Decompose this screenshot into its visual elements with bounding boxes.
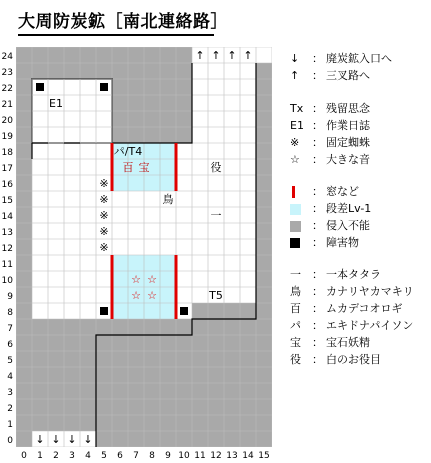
legend-separator: ： xyxy=(312,119,323,132)
y-axis-label: 23 xyxy=(1,68,13,78)
map-label: ↑ xyxy=(243,49,253,62)
legend-text: 侵入不能 xyxy=(326,219,370,232)
legend-item xyxy=(290,266,381,283)
y-axis-label: 4 xyxy=(7,372,13,382)
legend-swatch xyxy=(290,217,312,234)
map-label: E1 xyxy=(49,97,63,110)
y-axis-label: 15 xyxy=(1,196,13,206)
y-axis-label: 18 xyxy=(1,148,13,158)
map-label: 役 xyxy=(210,161,222,174)
wall-region xyxy=(16,47,192,63)
x-axis-label: 8 xyxy=(149,451,155,461)
legend-separator: ： xyxy=(312,102,323,115)
map-label: ☆ xyxy=(131,273,141,286)
x-axis-label: 7 xyxy=(133,451,139,461)
legend-item xyxy=(290,151,370,168)
dungeon-map xyxy=(16,47,272,447)
obstacle xyxy=(100,83,108,91)
wall-region xyxy=(16,47,32,447)
map-label: T5 xyxy=(209,289,223,302)
legend-swatch xyxy=(290,234,312,251)
legend-text: 廃炭鉱入口へ xyxy=(326,52,392,65)
map-label: ☆ xyxy=(147,273,157,286)
legend-text: 一本タタラ xyxy=(326,268,381,281)
window-bar xyxy=(111,255,114,319)
map-label: ↓ xyxy=(35,433,45,446)
legend-symbol: ↑ xyxy=(290,69,300,82)
legend-text: エキドナパイソン xyxy=(326,319,414,332)
map-label: ☆ xyxy=(131,289,141,302)
legend-separator: ： xyxy=(312,153,323,166)
map-label: ※ xyxy=(99,225,109,238)
y-axis-label: 20 xyxy=(1,116,13,126)
y-axis-label: 7 xyxy=(7,324,13,334)
y-axis-label: 9 xyxy=(7,292,13,302)
legend-text: 固定蜘蛛 xyxy=(326,136,370,149)
map-label: ↑ xyxy=(227,49,237,62)
legend-item xyxy=(290,50,392,67)
legend-separator: ： xyxy=(312,185,323,198)
legend-text: 三叉路へ xyxy=(326,69,370,82)
x-axis-label: 13 xyxy=(226,451,238,461)
legend-text: 段差Lv-1 xyxy=(326,202,372,215)
legend-symbol: ☆ xyxy=(290,153,300,166)
legend-item xyxy=(290,200,371,217)
legend-item xyxy=(290,134,370,151)
wall-region xyxy=(32,63,112,79)
legend-symbol: E1 xyxy=(290,119,304,132)
legend-symbol: 役 xyxy=(290,353,301,366)
map-label: ※ xyxy=(99,177,109,190)
legend-item xyxy=(290,351,381,368)
x-axis-label: 1 xyxy=(37,451,43,461)
y-axis-label: 24 xyxy=(1,52,13,62)
legend-text: 作業日誌 xyxy=(326,119,370,132)
legend-separator: ： xyxy=(312,353,323,366)
y-axis-label: 6 xyxy=(7,340,13,350)
legend-separator: ： xyxy=(312,268,323,281)
legend-text: 障害物 xyxy=(326,236,359,249)
y-axis-label: 17 xyxy=(1,164,13,174)
legend-separator: ： xyxy=(312,69,323,82)
legend-symbol: 百 xyxy=(290,302,301,315)
legend-text: 残留思念 xyxy=(326,102,370,115)
map-label: ↑ xyxy=(195,49,205,62)
map-label: ↑ xyxy=(211,49,221,62)
x-axis-label: 14 xyxy=(242,451,254,461)
y-axis-label: 2 xyxy=(7,404,13,414)
legend-separator: ： xyxy=(312,285,323,298)
legend-symbol: ※ xyxy=(290,136,300,149)
legend-symbol: 一 xyxy=(290,268,301,281)
y-axis-label: 13 xyxy=(1,228,13,238)
legend-symbol: ↓ xyxy=(290,52,300,65)
legend-symbol: 鳥 xyxy=(290,285,301,298)
y-axis-label: 0 xyxy=(7,436,13,446)
x-axis-label: 9 xyxy=(165,451,171,461)
legend-item xyxy=(290,217,370,234)
legend-symbol: 宝 xyxy=(290,336,301,349)
legend-symbol: パ xyxy=(290,319,301,332)
legend-text: 宝石妖精 xyxy=(326,336,370,349)
wall-region xyxy=(112,63,192,143)
legend-symbol: Tx xyxy=(290,102,304,115)
legend-separator: ： xyxy=(312,52,323,65)
title-underline xyxy=(18,34,214,36)
y-axis-label: 1 xyxy=(7,420,13,430)
legend-text: 大きな音 xyxy=(326,153,370,166)
y-axis-label: 19 xyxy=(1,132,13,142)
map-label: 一 xyxy=(210,209,222,222)
map-label: 百 xyxy=(122,161,134,174)
y-axis-label: 10 xyxy=(1,276,13,286)
y-axis-label: 3 xyxy=(7,388,13,398)
x-axis-label: 15 xyxy=(258,451,270,461)
x-axis-label: 0 xyxy=(21,451,27,461)
map-label: ※ xyxy=(99,241,109,254)
y-axis-label: 11 xyxy=(1,260,13,270)
legend-swatch xyxy=(290,200,312,217)
map-label: 鳥 xyxy=(162,193,174,206)
x-axis-label: 10 xyxy=(178,451,190,461)
obstacle xyxy=(36,83,44,91)
legend-separator: ： xyxy=(312,302,323,315)
legend-item xyxy=(290,317,413,334)
map-label: ※ xyxy=(99,193,109,206)
window-bar xyxy=(175,255,178,319)
legend-text: ムカデコオロギ xyxy=(326,302,403,315)
map-label: ↓ xyxy=(83,433,93,446)
y-axis-label: 5 xyxy=(7,356,13,366)
legend-item xyxy=(290,100,370,117)
y-axis-label: 12 xyxy=(1,244,13,254)
legend-item xyxy=(290,183,359,200)
obstacle xyxy=(180,307,188,315)
x-axis-label: 2 xyxy=(53,451,59,461)
legend-separator: ： xyxy=(312,202,323,215)
y-axis-label: 8 xyxy=(7,308,13,318)
legend-swatch xyxy=(290,183,312,200)
x-axis-label: 6 xyxy=(117,451,123,461)
legend-text: カナリヤカマキリ xyxy=(326,285,414,298)
legend-text: 白のお役目 xyxy=(326,353,381,366)
obstacle xyxy=(100,307,108,315)
legend-separator: ： xyxy=(312,236,323,249)
legend-text: 窓など xyxy=(326,185,359,198)
legend-item xyxy=(290,334,370,351)
legend-separator: ： xyxy=(312,136,323,149)
map-label: ↓ xyxy=(67,433,77,446)
y-axis-label: 22 xyxy=(1,84,13,94)
x-axis-label: 12 xyxy=(210,451,222,461)
legend-item xyxy=(290,117,370,134)
x-axis-label: 5 xyxy=(101,451,107,461)
legend-separator: ： xyxy=(312,319,323,332)
map-grid xyxy=(16,47,272,447)
page-title: 大周防炭鉱［南北連絡路］ xyxy=(18,12,228,32)
map-label: ☆ xyxy=(147,289,157,302)
y-axis-label: 16 xyxy=(1,180,13,190)
legend-item xyxy=(290,300,403,317)
map-label: ※ xyxy=(99,209,109,222)
y-axis-label: 21 xyxy=(1,100,13,110)
x-axis-label: 4 xyxy=(85,451,91,461)
x-axis-label: 3 xyxy=(69,451,75,461)
map-label: 宝 xyxy=(138,161,150,174)
legend-item xyxy=(290,283,414,300)
map-label: ↓ xyxy=(51,433,61,446)
map-label: パ/T4 xyxy=(113,145,143,158)
legend-item xyxy=(290,67,370,84)
legend-item xyxy=(290,234,359,251)
x-axis-label: 11 xyxy=(194,451,206,461)
window-bar xyxy=(175,143,178,191)
legend-separator: ： xyxy=(312,336,323,349)
legend-separator: ： xyxy=(312,219,323,232)
y-axis-label: 14 xyxy=(1,212,13,222)
